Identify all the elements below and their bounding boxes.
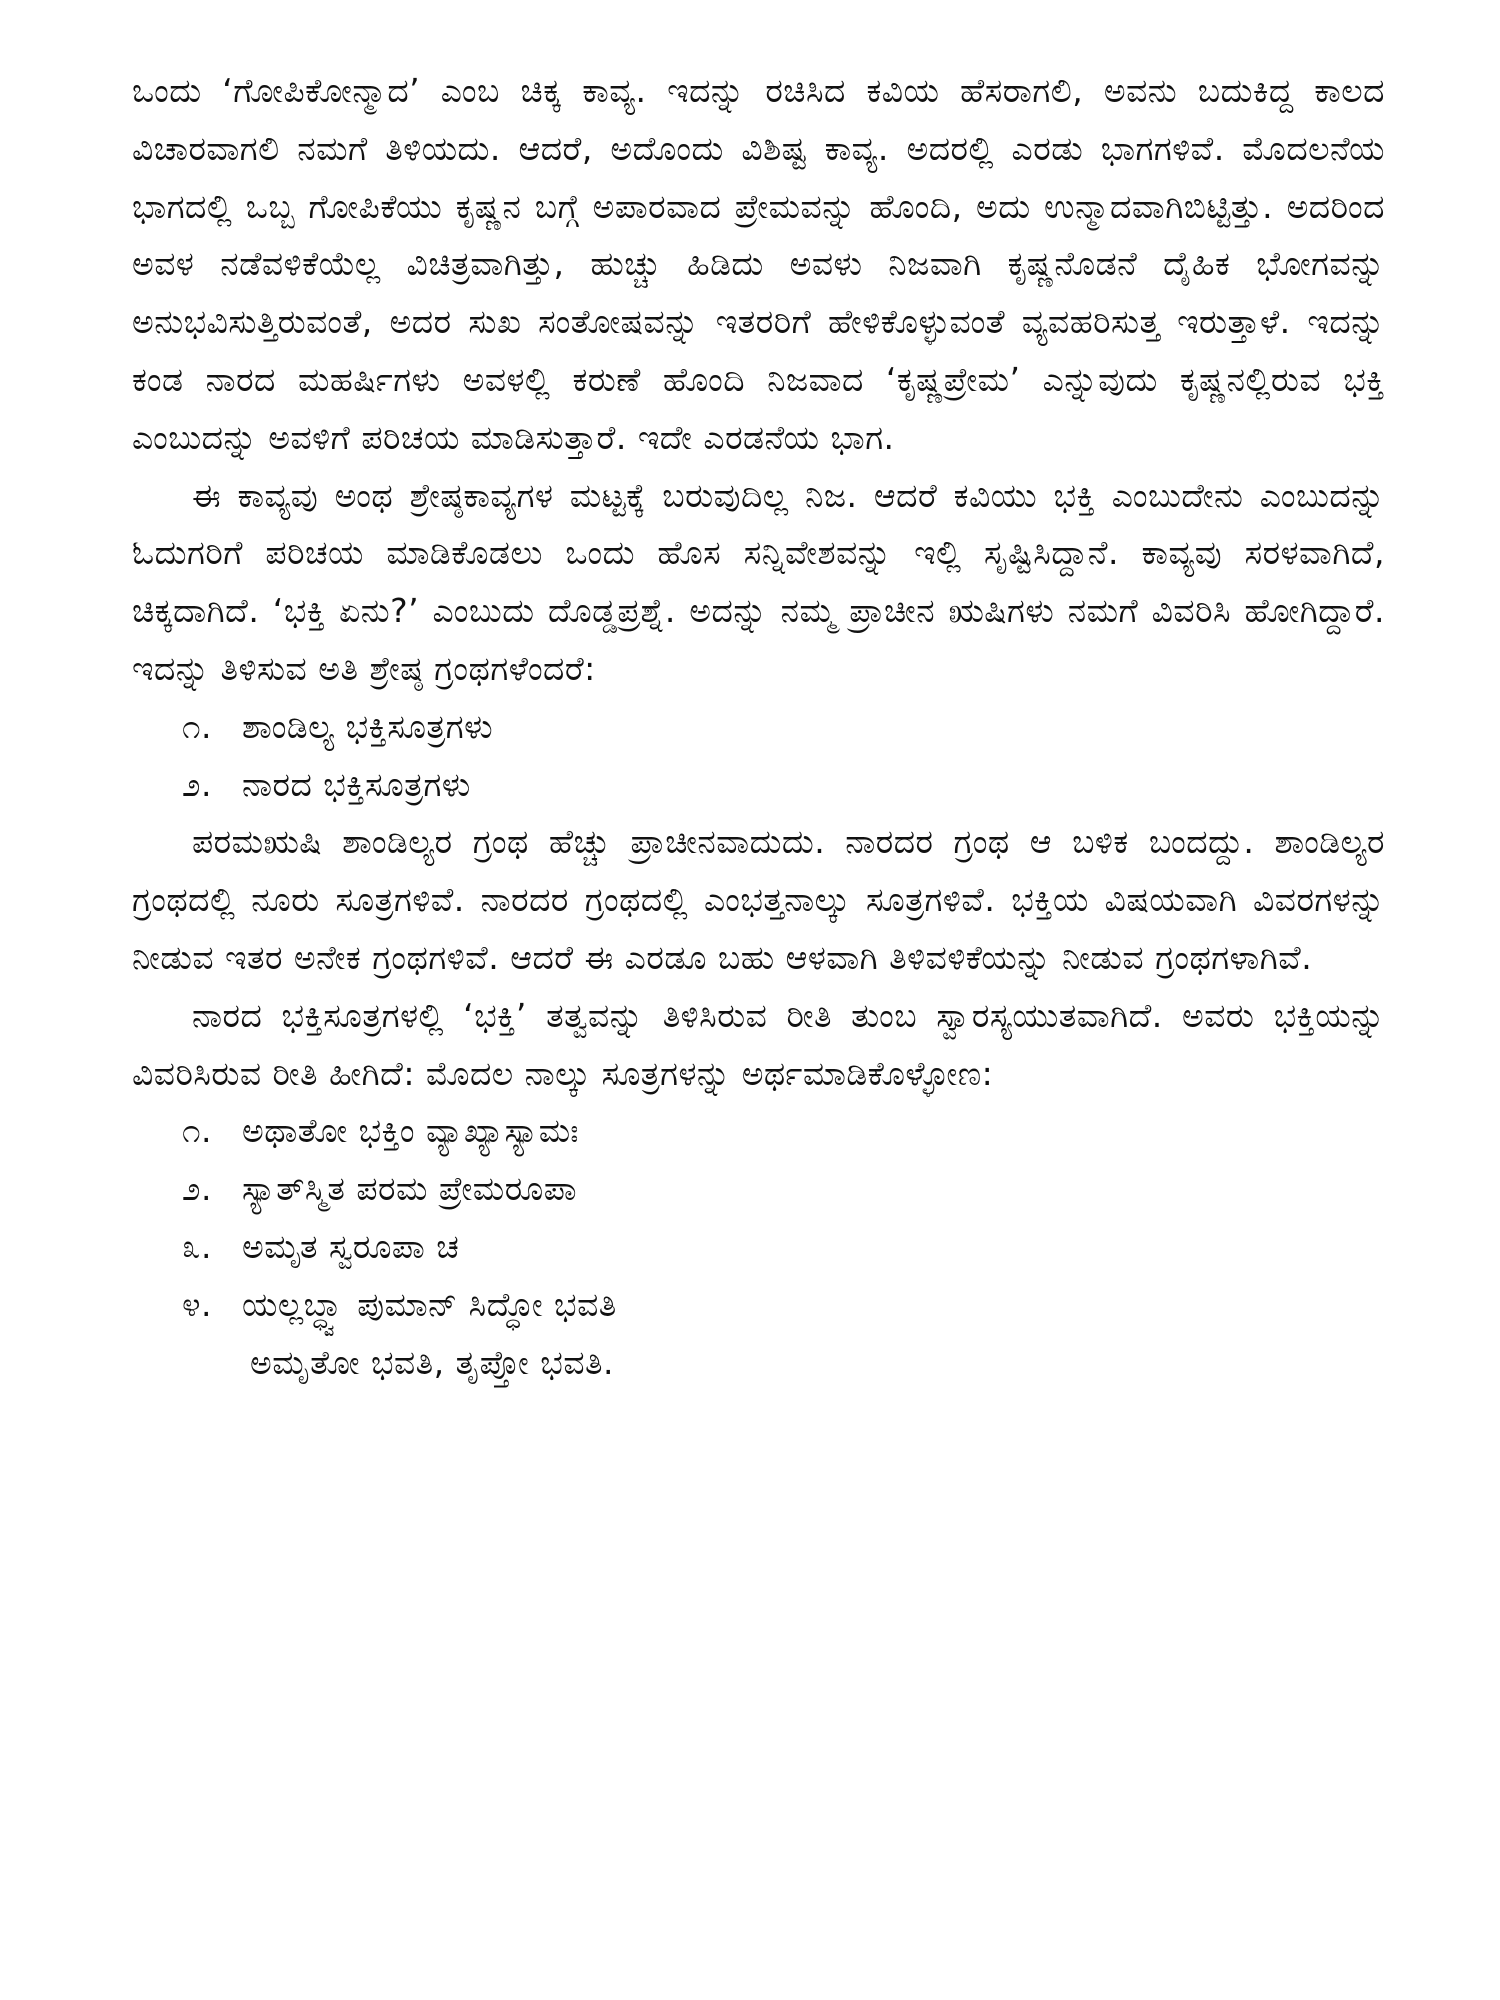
paragraph-narada-sutras: ನಾರದ ಭಕ್ತಿಸೂತ್ರಗಳಲ್ಲಿ ‘ಭಕ್ತಿ’ ತತ್ವವನ್ನು ತಿಳಿಸಿರುವ ರೀತಿ ತುಂಬ ಸ್ವಾರಸ್ಯಯುತವಾಗಿದೆ. ಅವರು ಭಕ್ತಿಯನ್ನು ವಿವರಿಸಿರುವ ರೀತಿ ಹೀಗಿದೆ: ಮೊದಲ ನಾಲ್ಕು ಸೂತ್ರಗಳನ್ನು ಅರ್ಥಮಾಡಿಕೊಳ್ಳೋಣ: [132,995,1385,1093]
list-item [132,1218,1385,1276]
list-number: ೧. [182,706,212,746]
list-item [132,1160,1385,1218]
list-text: ಅಥಾತೋ ಭಕ್ತಿಂ ವ್ಯಾಖ್ಯಾಸ್ಯಾಮಃ [242,1111,579,1151]
list-text: ಯಲ್ಲಬ್ಧ್ವಾ ಪುಮಾನ್ ಸಿದ್ಧೋ ಭವತಿ [242,1284,617,1324]
list-number: ೨. [182,1169,212,1209]
sutra-continuation: ಅಮೃತೋ ಭವತಿ, ತೃಪ್ತೋ ಭವತಿ. [250,1342,614,1382]
paragraph-intro: ಒಂದು ‘ಗೋಪಿಕೋನ್ಮಾದ’ ಎಂಬ ಚಿಕ್ಕ ಕಾವ್ಯ. ಇದನ್ನು ರಚಿಸಿದ ಕವಿಯ ಹೆಸರಾಗಲಿ, ಅವನು ಬದುಕಿದ್ದ ಕಾಲದ ವಿಚಾರವಾಗಲಿ ನಮಗೆ ತಿಳಿಯದು. ಆದರೆ, ಅದೊಂದು ವಿಶಿಷ್ಟ ಕಾವ್ಯ. ಅದರಲ್ಲಿ ಎರಡು ಭಾಗಗಳಿವೆ. ಮೊದಲನೆಯ ಭಾಗದಲ್ಲಿ ಒಬ್ಬ ಗೋಪಿಕೆಯು ಕೃಷ್ಣನ ಬಗ್ಗೆ ಅಪಾರವಾದ ಪ್ರೇಮವನ್ನು ಹೊಂದಿ, ಅದು ಉನ್ಮಾದವಾಗಿಬಿಟ್ಟಿತ್ತು. ಅದರಿಂದ ಅವಳ ನಡೆವಳಿಕೆಯೆಲ್ಲ ವಿಚಿತ್ರವಾಗಿತ್ತು, ಹುಚ್ಚು ಹಿಡಿದು ಅವಳು ನಿಜವಾಗಿ ಕೃಷ್ಣನೊಡನೆ ದೈಹಿಕ ಭೋಗವನ್ನು ಅನುಭವಿಸುತ್ತಿರುವಂತೆ, ಅದರ ಸುಖ ಸಂತೋಷವನ್ನು ಇತರರಿಗೆ ಹೇಳಿಕೊಳ್ಳುವಂತೆ ವ್ಯವಹರಿಸುತ್ತ ಇರುತ್ತಾಳೆ. ಇದನ್ನು ಕಂಡ ನಾರದ ಮಹರ್ಷಿಗಳು ಅವಳಲ್ಲಿ ಕರುಣೆ ಹೊಂದಿ ನಿಜವಾದ ‘ಕೃಷ್ಣಪ್ರೇಮ’ ಎನ್ನುವುದು ಕೃಷ್ಣನಲ್ಲಿರುವ ಭಕ್ತಿ ಎಂಬುದನ್ನು ಅವಳಿಗೆ ಪರಿಚಯ ಮಾಡಿಸುತ್ತಾರೆ. ಇದೇ ಎರಡನೆಯ ಭಾಗ. [132,71,1385,457]
list-item [132,1102,1385,1160]
list-number: ೩. [182,1226,212,1266]
list-item [132,756,1385,814]
texts-list [132,698,1385,814]
list-number: ೨. [182,764,212,804]
list-number: ೪. [182,1284,212,1324]
paragraph-poem-assessment: ಈ ಕಾವ್ಯವು ಅಂಥ ಶ್ರೇಷ್ಠಕಾವ್ಯಗಳ ಮಟ್ಟಕ್ಕೆ ಬರುವುದಿಲ್ಲ ನಿಜ. ಆದರೆ ಕವಿಯು ಭಕ್ತಿ ಎಂಬುದೇನು ಎಂಬುದನ್ನು ಓದುಗರಿಗೆ ಪರಿಚಯ ಮಾಡಿಕೊಡಲು ಒಂದು ಹೊಸ ಸನ್ನಿವೇಶವನ್ನು ಇಲ್ಲಿ ಸೃಷ್ಟಿಸಿದ್ದಾನೆ. ಕಾವ್ಯವು ಸರಳವಾಗಿದೆ, ಚಿಕ್ಕದಾಗಿದೆ. ‘ಭಕ್ತಿ ಏನು?’ ಎಂಬುದು ದೊಡ್ಡಪ್ರಶ್ನೆ. ಅದನ್ನು ನಮ್ಮ ಪ್ರಾಚೀನ ಋಷಿಗಳು ನಮಗೆ ವಿವರಿಸಿ ಹೋಗಿದ್ದಾರೆ. ಇದನ್ನು ತಿಳಿಸುವ ಅತಿ ಶ್ರೇಷ್ಠ ಗ್ರಂಥಗಳೆಂದರೆ: [132,475,1385,688]
list-text: ಶಾಂಡಿಲ್ಯ ಭಕ್ತಿಸೂತ್ರಗಳು [242,706,494,746]
list-number: ೧. [182,1111,212,1151]
list-item [132,698,1385,756]
paragraph-texts-comparison: ಪರಮಋಷಿ ಶಾಂಡಿಲ್ಯರ ಗ್ರಂಥ ಹೆಚ್ಚು ಪ್ರಾಚೀನವಾದುದು. ನಾರದರ ಗ್ರಂಥ ಆ ಬಳಿಕ ಬಂದದ್ದು. ಶಾಂಡಿಲ್ಯರ ಗ್ರಂಥದಲ್ಲಿ ನೂರು ಸೂತ್ರಗಳಿವೆ. ನಾರದರ ಗ್ರಂಥದಲ್ಲಿ ಎಂಭತ್ತನಾಲ್ಕು ಸೂತ್ರಗಳಿವೆ. ಭಕ್ತಿಯ ವಿಷಯವಾಗಿ ವಿವರಗಳನ್ನು ನೀಡುವ ಇತರ ಅನೇಕ ಗ್ರಂಥಗಳಿವೆ. ಆದರೆ ಈ ಎರಡೂ ಬಹು ಆಳವಾಗಿ ತಿಳಿವಳಿಕೆಯನ್ನು ನೀಡುವ ಗ್ರಂಥಗಳಾಗಿವೆ. [132,822,1385,977]
list-text: ಅಮೃತ ಸ್ವರೂಪಾ ಚ [242,1226,460,1266]
list-text: ಸ್ಯಾತ್‌ಸ್ಮಿತ ಪರಮ ಪ್ರೇಮರೂಪಾ [242,1169,578,1209]
list-text: ನಾರದ ಭಕ್ತಿಸೂತ್ರಗಳು [242,764,471,804]
list-item [132,1276,1385,1334]
sutras-list [132,1102,1385,1333]
